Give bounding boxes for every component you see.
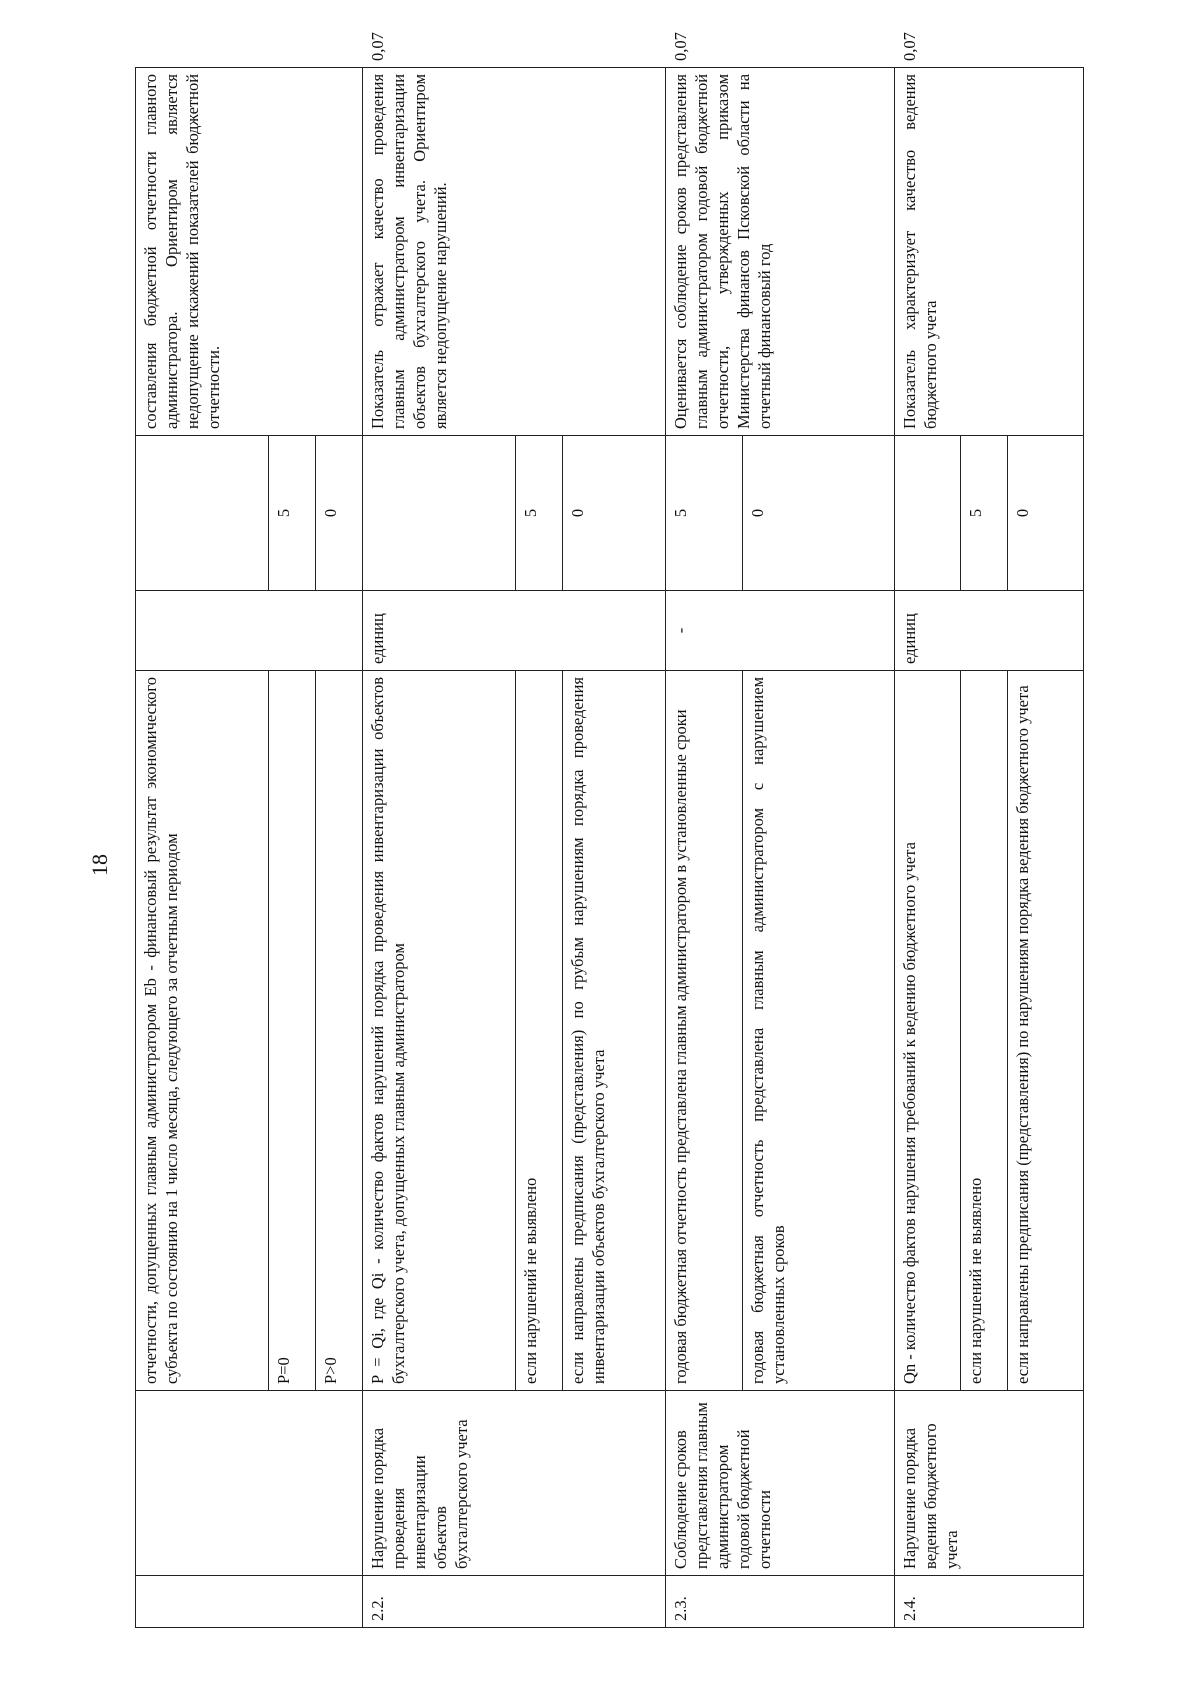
table-row: 2.2. Нарушение порядка проведения инвентаризации объектов бухгалтерского учета P = Qi, где Qi - количество фактов нарушений порядка проведения инвентаризации объектов бухгалтерского учета, допущенных главным администратором единиц Показатель отражает качество проведения главным администратором инвентаризации объектов бухгалтерского учета. Ориентиром является недопущение нарушений. 0,07: [362, 67, 515, 1627]
rotated-table-container: [135, 32, 1084, 1628]
name-cell: Нарушение порядка ведения бюджетного учета: [895, 1391, 1084, 1576]
score-cell: [895, 435, 960, 590]
indicators-table: [135, 32, 1084, 1628]
condition-cell: годовая бюджетная отчетность представлена главным администратором с нарушением установленных сроков: [742, 670, 895, 1390]
description-cell: Показатель характеризует качество ведения бюджетного учета: [895, 67, 1084, 435]
unit-cell: [136, 590, 363, 670]
description-cell: составления бюджетной отчетности главного администратора. Ориентиром является недопущение искажений показателей бюджетной отчетности.: [136, 67, 363, 435]
score-cell: 5: [515, 435, 562, 590]
score-cell: 0: [562, 435, 666, 590]
condition-cell: P=0: [269, 670, 316, 1390]
condition-cell: P>0: [315, 670, 362, 1390]
condition-cell: если направлены предписания (представления) по грубым нарушениям порядка проведения инвентаризации объектов бухгалтерского учета: [562, 670, 666, 1390]
condition-cell: если направлены предписания (представления) по нарушениям порядка ведения бюджетного учета: [1007, 670, 1083, 1390]
name-cell: [136, 1391, 363, 1576]
table-row: 2.3. Соблюдение сроков представления главным администратором годовой бюджетной отчетности годовая бюджетная отчетность представлена главным администратором в установленные сроки - 5 Оценивается соблюдение сроков представления главным администратором годовой бюджетной отчетности, утвержденных приказом Министерства финансов Псковской области на отчетный финансовый год 0,07: [666, 67, 742, 1627]
condition-cell: годовая бюджетная отчетность представлена главным администратором в установленные сроки: [666, 670, 742, 1390]
score-cell: 0: [315, 435, 362, 590]
num-cell: 2.2.: [362, 1576, 665, 1628]
score-cell: 0: [1007, 435, 1083, 590]
unit-cell: единиц: [362, 590, 665, 670]
score-cell: 5: [269, 435, 316, 590]
unit-cell: -: [666, 590, 895, 670]
unit-cell: единиц: [895, 590, 1084, 670]
formula-cell: отчетности, допущенных главным администратором Eb - финансовый результат экономического субъекта по состоянию на 1 число месяца, следующего за отчетным периодом: [136, 670, 269, 1390]
page-number: 18: [87, 854, 112, 876]
formula-cell: Qn - количество фактов нарушения требований к ведению бюджетного учета: [895, 670, 960, 1390]
table-row: 2.4. Нарушение порядка ведения бюджетного учета Qn - количество фактов нарушения требований к ведению бюджетного учета единиц Показатель характеризует качество ведения бюджетного учета 0,07: [895, 67, 960, 1627]
table-row: [136, 67, 269, 1627]
score-cell: 0: [742, 435, 895, 590]
num-cell: 2.4.: [895, 1576, 1084, 1628]
num-cell: [136, 1576, 363, 1628]
score-cell: 5: [960, 435, 1007, 590]
formula-cell: P = Qi, где Qi - количество фактов нарушений порядка проведения инвентаризации объектов бухгалтерского учета, допущенных главным администратором: [362, 670, 515, 1390]
score-cell: [362, 435, 515, 590]
num-cell: 2.3.: [666, 1576, 895, 1628]
condition-cell: если нарушений не выявлено: [960, 670, 1007, 1390]
description-cell: Показатель отражает качество проведения главным администратором инвентаризации объектов бухгалтерского учета. Ориентиром является недопущение нарушений.: [362, 67, 665, 435]
name-cell: Нарушение порядка проведения инвентаризации объектов бухгалтерского учета: [362, 1391, 665, 1576]
condition-cell: если нарушений не выявлено: [515, 670, 562, 1390]
score-cell: [136, 435, 269, 590]
score-cell: 5: [666, 435, 742, 590]
name-cell: Соблюдение сроков представления главным администратором годовой бюджетной отчетности: [666, 1391, 895, 1576]
description-cell: Оценивается соблюдение сроков представления главным администратором годовой бюджетной отчетности, утвержденных приказом Министерства финансов Псковской области на отчетный финансовый год: [666, 67, 895, 435]
